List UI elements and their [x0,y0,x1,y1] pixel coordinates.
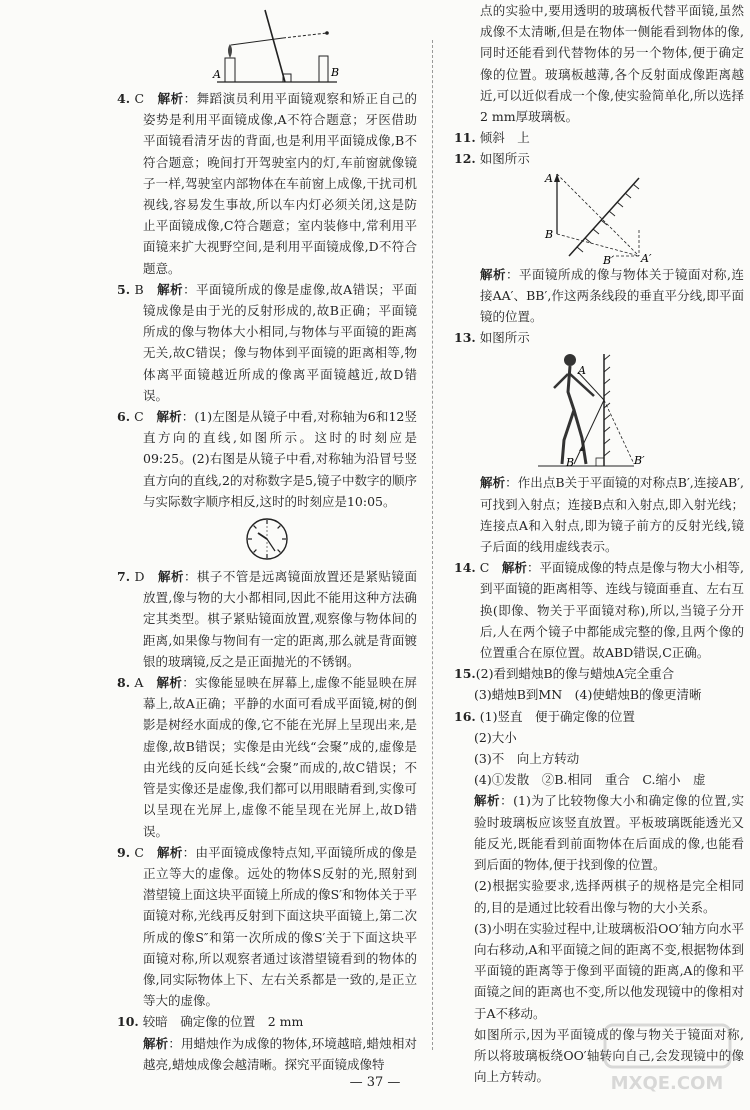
answer-q5: 5. B 解析：平面镜所成的像是虚像,故A错误；平面镜成像是由于光的反射形成的,故B正确；平面镜所成的像与物体大小相同,与物体与平面镜的距离无关,故C错误；像与物体到平面镜的距离相等,物体离平面镜越近所成的像离平面镜越近,故D错误。 [117,281,417,403]
watermark-logo [595,1017,740,1102]
answer-q6: 6. C 解析：(1)左图是从镜子中看,对称轴为6和12竖直方向的直线,如图所示。这时的时刻应是09:25。(2)右图是从镜子中看,对称轴为沿冒号竖直方向的直线,2的对称数字是5,镜子中数字的顺序与实际数字顺序相反,这时的时刻应是10:05。 [117,409,417,509]
answer-q7: 7. D 解析：棋子不管是远离镜面放置还是紧贴镜面放置,像与物的大小都相同,因此不能用这种方法确定其类型。棋子紧贴镜面放置,观察像与物体间的距离,如果像与物间有一定的距离,那么就是背面镀银的玻璃镜,反之是正面抛光的不锈钢。 [117,569,417,669]
clock-figure [244,516,290,562]
answer-q15-line2: (3)蜡烛B到MN (4)使蜡烛B的像更清晰 [474,687,702,703]
analysis-q16-p4: 如图所示,因为平面镜成的像与物关于镜面对称,所以将玻璃板绕OO′轴转向自己,会发现镜中的像向上方转动。 [474,1026,744,1085]
analysis-q10-continued: 点的实验中,要用透明的玻璃板代替平面镜,虽然成像不太清晰,但是在物体一侧能看到物体的像,同时还能看到代替物体的另一个物体,便于确定像的位置。玻璃板越薄,各个反射面成像距离越近,可以近似看成一个像,使实验简单化,所以选择2 mm厚玻璃板。 [480,3,744,125]
column-divider [432,40,433,1050]
answer-q9: 9. C 解析：由平面镜成像特点知,平面镜所成的像是正立等大的虚像。远处的物体S反射的光,照射到潜望镜上面这块平面镜上所成的像S′和物体关于平面镜对称,光线再反射到下面这块平面镜上,第二次所成的像S″和第一次所成的像S′关于下面这块平面镜对称,所以观察者通过该潜望镜看到的物体的像,同实际物体上下、左右关系都是一致的,是正立等大的虚像。 [117,844,417,1009]
q13-label-b-prime: B′ [634,454,645,468]
watermark-text: MXQE.COM [610,1073,724,1094]
candle-a-label: A [213,68,221,81]
answer-q16-part2: (2)大小 [474,729,517,745]
q13-dancer-mirror-figure [534,348,664,472]
answer-q16-part4: (4)①发散 ②B.相同 重合 C.缩小 虚 [474,772,706,788]
q12-mirror-figure [539,170,659,264]
right-column [454,0,744,1087]
answer-q15: 15.(2)看到蜡烛B的像与蜡烛A完全重合 [454,666,675,682]
analysis-q16-p3: (3)小明在实验过程中,让玻璃板沿OO′轴方向水平向右移动,A和平面镜之间的距离不变,根据物体到平面镜的距离等于像到平面镜的距离,A的像和平面镜之间的距离也不变,所以他发现镜中的像相对于A不移动。 [474,920,745,1021]
answer-q10: 10. 较暗 确定像的位置 2 mm [117,1014,304,1030]
q12-label-b: B [545,227,554,241]
answer-q11: 11. 倾斜 上 [454,130,530,146]
answer-q8: 8. A 解析：实像能显映在屏幕上,虚像不能显映在屏幕上,故A正确；平静的水面可看成平面镜,树的倒影是树经水面成的像,它不能在光屏上呈现出来,是虚像,故B错误；实像是由光线“会聚”成的,虚像是由光线的反向延长线“会聚”而成的,故C错误；不管是实像还是虚像,我们都可以用眼睛看到,实像可以呈现在光屏上,虚像不能呈现在光屏上,故D错误。 [117,675,417,839]
answer-q4: 4. C 解析：舞蹈演员利用平面镜观察和矫正自己的姿势是利用平面镜成像,A不符合题意；牙医借助平面镜看清牙齿的背面,也是利用平面镜成像,B不符合题意；晚间打开驾驶室内的灯,车前窗就像镜子一样,驾驶室内部物体在车前窗上成像,干扰司机视线,容易发生事故,所以车内灯必须关闭,这是防止平面镜成像,C符合题意；室内装修中,常利用平面镜来扩大视野空间,是利用平面镜成像,D不符合题意。 [117,91,417,276]
answer-q13: 13. 如图所示 [454,330,530,346]
analysis-q10: 解析：用蜡烛作为成像的物体,环境越暗,蜡烛相对越亮,蜡烛成像会越清晰。探究平面镜成像特 [143,1035,417,1072]
candle-b-label: B [331,66,340,79]
page-number: — 37 — [349,1075,401,1090]
answer-q12: 12. 如图所示 [454,151,530,167]
answer-q14: 14. C 解析：平面镜成像的特点是像与物大小相等,到平面镜的距离相等、连线与镜面垂直、左右互换(即像、物关于平面镜对称),所以,当镜子分开后,人在两个镜子中都能成完整的像,且两个像的位置重合在原位置。故ABD错误,C正确。 [454,560,744,661]
candle-experiment-figure [187,0,347,88]
analysis-q13: 解析：作出点B关于平面镜的对称点B′,连接AB′,可找到入射点；连接B点和入射点,即入射光线；连接点A和入射点,即为镜子前方的反射光线,镜子后面的线用虚线表示。 [480,475,744,555]
analysis-q16-p2: (2)根据实验要求,选择两棋子的规格是完全相同的,目的是通过比较看出像与物的大小关系。 [474,878,744,915]
q12-label-b-prime: B′ [603,253,614,264]
left-column [117,0,417,1075]
q13-label-b: B [566,456,575,470]
answer-q16: 16. (1)竖直 便于确定像的位置 [454,708,635,724]
answer-q16-part3: (3)不 向上方转动 [474,751,580,767]
q13-label-a: A [578,364,586,378]
analysis-q16-p1: 解析：(1)为了比较物像大小和确定像的位置,实验时玻璃板应该竖直放置。平板玻璃既能透光又能反光,既能看到前面物体在后面成的像,也能看到后面的物体,便于找到像的位置。 [474,793,744,873]
analysis-q12: 解析：平面镜所成的像与物体关于镜面对称,连接AA′、BB′,作这两条线段的垂直平分线,即平面镜的位置。 [480,266,744,325]
q12-label-a-prime: A′ [641,251,652,264]
q12-label-a: A [545,171,553,185]
